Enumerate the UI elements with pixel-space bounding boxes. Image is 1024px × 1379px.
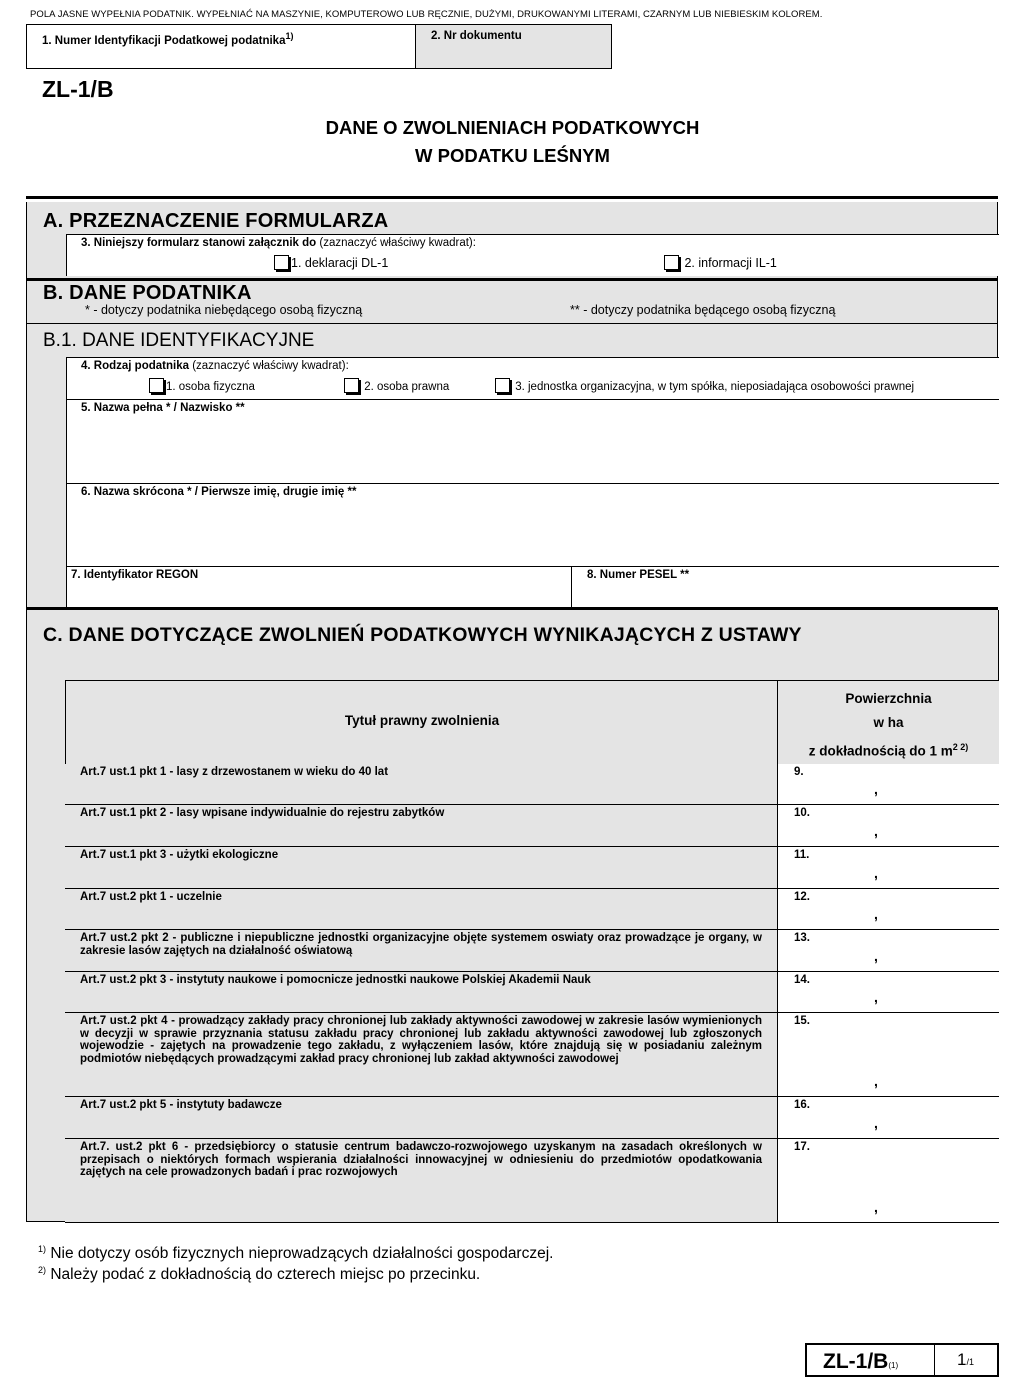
full-name-label: 5. Nazwa pełna * / Nazwisko ** <box>81 402 245 414</box>
area-input-cell[interactable] <box>778 972 999 1012</box>
short-name-field[interactable] <box>66 483 999 566</box>
option-legal-person[interactable]: 2. osoba prawna <box>344 378 449 393</box>
exemption-title: Art.7 ust.2 pkt 4 - prowadzący zakłady pracy chronionej lub zakłady aktywności zawodowej w zakresie lasów wymienionych w decyzji w sprawie przyznania statusu zakładu pracy chronionej lub zakładu aktywności zawodowej lub zgłoszonych wojewodzie - zajętych na prowadzenie tego zakładu, z wyłączeniem lasów, które znajdują się w posiadaniu zależnym podmiotów niebędących prowadzącymi zakład pracy chronionej lub zakład aktywności zawodowej <box>65 1013 778 1096</box>
document-number-field <box>415 24 612 69</box>
option-organizational-unit[interactable]: 3. jednostka organizacyjna, w tym spółka, nieposiadająca osobowości prawnej <box>495 378 914 393</box>
section-b-title: B. DANE PODATNIKA <box>43 282 252 304</box>
pesel-field[interactable] <box>572 566 999 608</box>
pesel-label: 8. Numer PESEL ** <box>587 569 690 581</box>
field-number: 17. <box>794 1141 810 1153</box>
option-natural-person[interactable]: 1. osoba fizyczna <box>149 378 255 393</box>
checkbox-dl1[interactable] <box>274 255 289 270</box>
table-row <box>65 1097 999 1139</box>
page-number: 1/1 <box>957 1350 974 1369</box>
decimal-comma: , <box>874 989 878 1005</box>
area-input-cell[interactable] <box>778 930 999 971</box>
note-legal-entity: * - dotyczy podatnika niebędącego osobą fizyczną <box>85 303 363 317</box>
table-row <box>65 889 999 930</box>
area-input-cell[interactable] <box>778 1097 999 1138</box>
field-number: 13. <box>794 932 810 944</box>
field-number: 14. <box>794 974 810 986</box>
exemption-title: Art.7 ust.1 pkt 1 - lasy z drzewostanem w wieku do 40 lat <box>65 764 778 804</box>
table-row <box>65 1139 999 1223</box>
field-number: 12. <box>794 891 810 903</box>
exemption-title: Art.7 ust.2 pkt 5 - instytuty badawcze <box>65 1097 778 1138</box>
decimal-comma: , <box>874 1199 878 1215</box>
exemption-title: Art.7 ust.1 pkt 3 - użytki ekologiczne <box>65 847 778 888</box>
area-input-cell[interactable] <box>778 847 999 888</box>
decimal-comma: , <box>874 1073 878 1089</box>
document-number-label: 2. Nr dokumentu <box>431 30 522 42</box>
field-number: 10. <box>794 807 810 819</box>
decimal-comma: , <box>874 823 878 839</box>
exemption-title: Art.7 ust.2 pkt 2 - publiczne i niepubliczne jednostki organizacyjne objęte systemem oswiaty oraz prowadzące je organy, w zakresie lasów zajętych na działalność oświatową <box>65 930 778 971</box>
decimal-comma: , <box>874 1115 878 1131</box>
option-il1[interactable]: 2. informacji IL-1 <box>664 255 777 270</box>
table-header-area: Powierzchnia w ha z dokładnością do 1 $m^{2 2)}$ <box>778 681 999 765</box>
area-input-cell[interactable] <box>778 889 999 929</box>
footnote-1: $^{1)}$ Nie dotyczy osób fizycznych nieprowadzących działalności gospodarczej. <box>38 1244 554 1263</box>
footer-form-code: ZL-1/B(1) <box>823 1350 899 1373</box>
exemption-title: Art.7. ust.2 pkt 6 - przedsiębiorcy o statusie centrum badawczo-rozwojowego uzyskanym na zasadach określonych w przepisach o niektórych formach wspierania działalności innowacyjnej w odniesieniu do przedmiotów opodatkowania zajętych na cele prowadzonych badań i prac rozwojowych <box>65 1139 778 1222</box>
field-3-hint: (zaznaczyć właściwy kwadrat): <box>319 237 476 249</box>
full-name-field[interactable] <box>66 399 999 483</box>
field-3 <box>66 234 999 276</box>
section-a-title: A. PRZEZNACZENIE FORMULARZA <box>43 210 389 232</box>
area-input-cell[interactable] <box>778 805 999 846</box>
footer-page-box <box>934 1343 999 1377</box>
short-name-label: 6. Nazwa skrócona * / Pierwsze imię, drugie imię ** <box>81 486 357 498</box>
checkbox-il1[interactable] <box>664 255 679 270</box>
table-row <box>65 764 999 805</box>
divider <box>26 196 998 199</box>
table-row <box>65 805 999 847</box>
table-header-title: Tytuł prawny zwolnienia <box>66 681 778 765</box>
exemption-title: Art.7 ust.1 pkt 2 - lasy wpisane indywidualnie do rejestru zabytków <box>65 805 778 846</box>
area-input-cell[interactable] <box>778 1013 999 1096</box>
page-title: DANE O ZWOLNIENIACH PODATKOWYCH W PODATKU LEŚNYM <box>325 117 700 166</box>
checkbox-legal-person[interactable] <box>344 378 359 393</box>
section-b1-title: B.1. DANE IDENTYFIKACYJNE <box>43 330 315 351</box>
footnote-2: $^{2)}$ Należy podać z dokładnością do czterech miejsc po przecinku. <box>38 1265 481 1284</box>
field-3-label: 3. Niniejszy formularz stanowi załącznik do <box>81 237 317 249</box>
decimal-comma: , <box>874 906 878 922</box>
regon-label: 7. Identyfikator REGON <box>71 569 199 581</box>
exemption-title: Art.7 ust.2 pkt 1 - uczelnie <box>65 889 778 929</box>
exemption-title: Art.7 ust.2 pkt 3 - instytuty naukowe i pomocnicze jednostki naukowe Polskiej Akademii Nauk <box>65 972 778 1012</box>
nip-label: 1. Numer Identyfikacji Podatkowej podatnika <box>42 34 286 47</box>
table-row <box>65 1013 999 1097</box>
footnotes <box>38 1241 553 1283</box>
table-row <box>65 930 999 972</box>
fill-instruction: POLA JASNE WYPEŁNIA PODATNIK. WYPEŁNIAĆ NA MASZYNIE, KOMPUTEROWO LUB RĘCZNIE, DUŻYMI, DRUKOWANYMI LITERAMI, CZARNYM LUB NIEBIESKIM KOLOREM. <box>30 9 823 20</box>
field-number: 9. <box>794 766 804 778</box>
section-a <box>26 202 998 278</box>
field-4-label: 4. Rodzaj podatnika <box>81 360 189 372</box>
decimal-comma: , <box>874 781 878 797</box>
field-number: 11. <box>794 849 810 861</box>
regon-field[interactable] <box>66 566 572 608</box>
field-number: 15. <box>794 1015 810 1027</box>
checkbox-natural-person[interactable] <box>149 378 164 393</box>
option-dl1[interactable]: 1. deklaracji DL-1 <box>274 255 388 270</box>
section-b <box>26 281 998 608</box>
table-row <box>65 972 999 1013</box>
checkbox-organizational-unit[interactable] <box>495 378 510 393</box>
field-4-hint: (zaznaczyć właściwy kwadrat): <box>192 360 349 372</box>
decimal-comma: , <box>874 865 878 881</box>
section-c-title: C. DANE DOTYCZĄCE ZWOLNIEŃ PODATKOWYCH WYNIKAJĄCYCH Z USTAWY <box>43 624 802 646</box>
decimal-comma: , <box>874 948 878 964</box>
table-row <box>65 847 999 889</box>
area-input-cell[interactable] <box>778 1139 999 1222</box>
note-natural-person: ** - dotyczy podatnika będącego osobą fizyczną <box>570 303 836 317</box>
form-code: ZL-1/B <box>42 76 114 102</box>
footer-code-box <box>805 1343 935 1377</box>
field-4 <box>66 357 999 399</box>
field-number: 16. <box>794 1099 810 1111</box>
area-input-cell[interactable] <box>778 764 999 804</box>
nip-field[interactable]: 1. Numer Identyfikacji Podatkowej podatnika$^{1)}$ <box>26 24 416 69</box>
